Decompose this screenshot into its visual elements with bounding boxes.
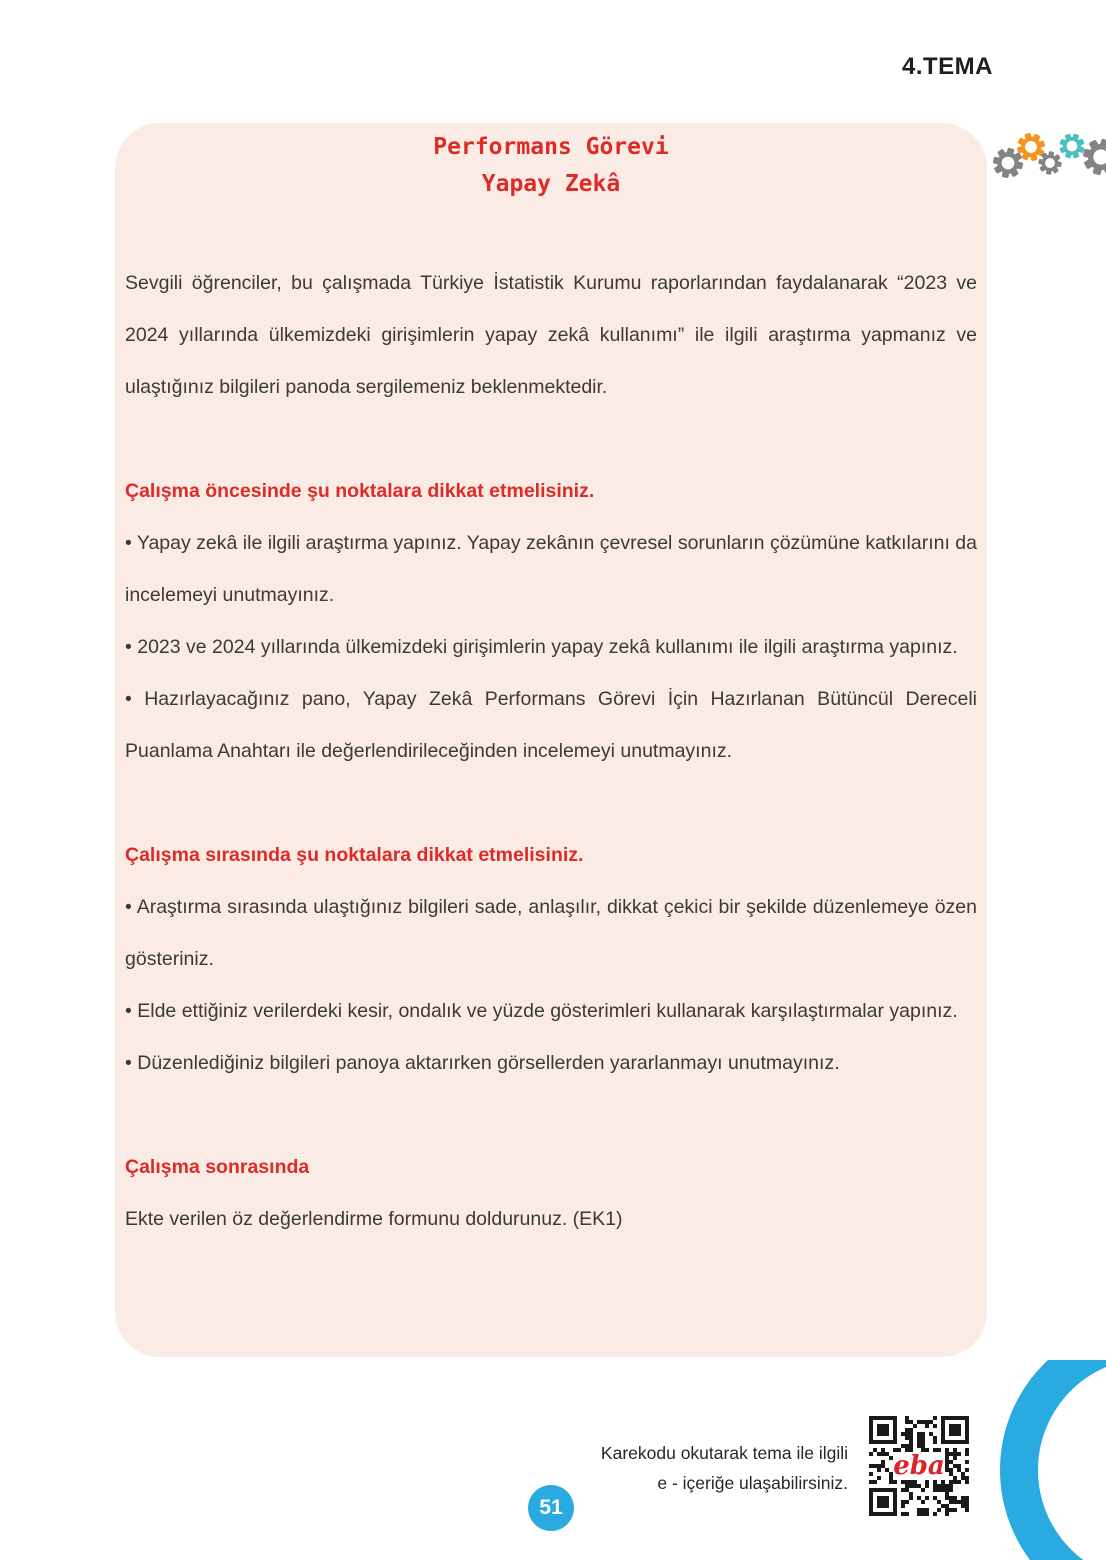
qr-caption (601, 1438, 848, 1498)
task-title (125, 129, 977, 203)
task-intro-paragraph: Sevgili öğrenciler, bu çalışmada Türkiye İstatistik Kurumu raporlarından faydalanarak “2023 ve 2024 yıllarında ülkemizdeki girişimlerin yapay zekâ kullanımı” ile ilgili araştırma yapmanız ve ulaştığınız bilgileri panoda sergilemeniz beklenmektedir. (125, 272, 977, 398)
bullet-item: • Yapay zekâ ile ilgili araştırma yapınız. Yapay zekânın çevresel sorunların çözümüne katkılarını da incelemeyi unutmayınız. (125, 532, 977, 606)
theme-header: 4.TEMA (901, 53, 993, 80)
gear-teal-icon (1056, 130, 1089, 163)
bullet-item: • 2023 ve 2024 yıllarında ülkemizdeki girişimlerin yapay zekâ kullanımı ile ilgili araştırma yapınız. (125, 636, 958, 658)
bullet-item: • Hazırlayacağınız pano, Yapay Zekâ Performans Görevi İçin Hazırlanan Bütüncül Dereceli Puanlama Anahtarı ile değerlendirileceğinden incelemeyi unutmayınız. (125, 688, 977, 762)
page-number-badge (528, 1485, 574, 1531)
corner-arc-decoration (975, 1360, 1106, 1560)
qr-caption-line1: Karekodu okutarak tema ile ilgili (600, 1443, 848, 1463)
eba-logo: eba (893, 1451, 945, 1481)
bullet-item: Ekte verilen öz değerlendirme formunu doldurunuz. (EK1) (125, 1208, 623, 1230)
bullet-item: • Düzenlediğiniz bilgileri panoya aktarırken görsellerden yararlanmayı unutmayınız. (125, 1052, 840, 1074)
bullet-item: • Elde ettiğiniz verilerdeki kesir, ondalık ve yüzde gösterimleri kullanarak karşılaştırmalar yapınız. (125, 1000, 958, 1022)
task-sections (125, 465, 977, 1245)
qr-code (869, 1416, 969, 1516)
bullet-item: • Araştırma sırasında ulaştığınız bilgileri sade, anlaşılır, dikkat çekici bir şekilde düzenlemeye özen gösteriniz. (125, 896, 977, 970)
qr-caption-line2: e - içeriğe ulaşabilirsiniz. (657, 1473, 848, 1493)
performance-task-card (115, 123, 987, 1357)
section-heading: Çalışma sonrasında (125, 1156, 310, 1178)
section-heading: Çalışma öncesinde şu noktalara dikkat etmelisiniz. (125, 480, 595, 502)
section-heading: Çalışma sırasında şu noktalara dikkat etmelisiniz. (125, 844, 584, 866)
task-title-line1: Performans Görevi (433, 134, 669, 160)
gears-icon (985, 126, 1106, 198)
task-title-line2: Yapay Zekâ (481, 171, 621, 197)
page-number: 51 (539, 1496, 563, 1519)
